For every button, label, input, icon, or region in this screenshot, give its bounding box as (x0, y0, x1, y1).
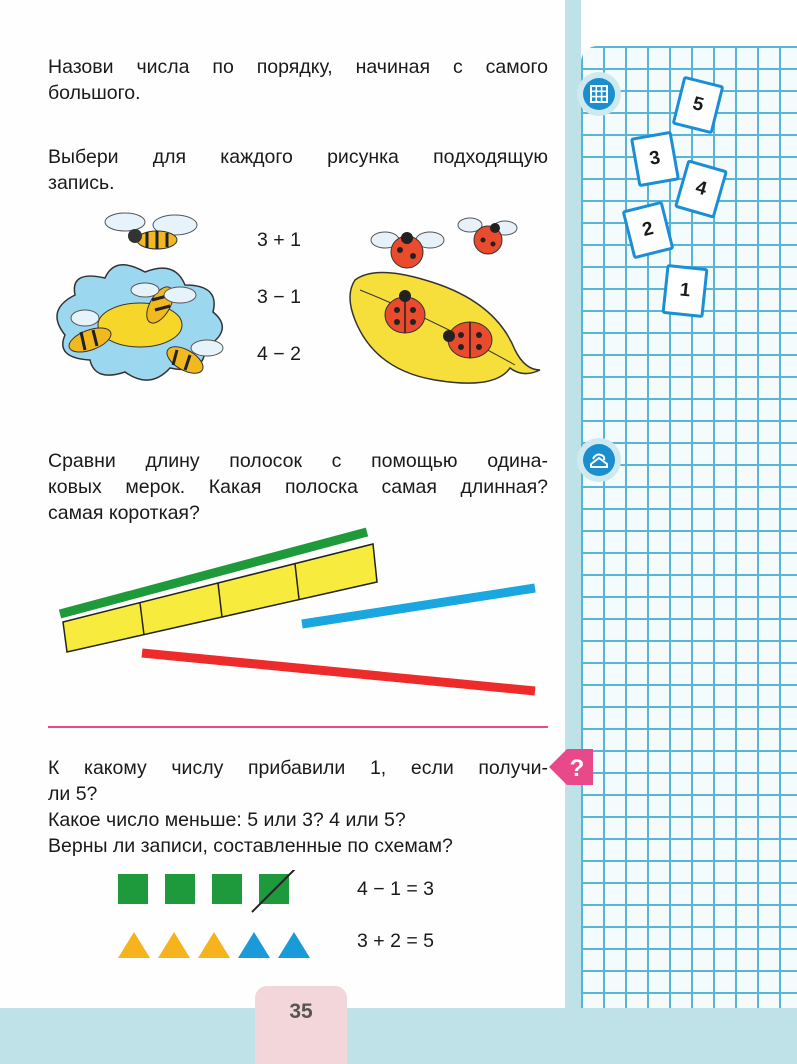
blue-triangle (238, 932, 270, 958)
task-1-line: Назови числа по порядку, начиная с самого (48, 56, 548, 78)
task-4-text (48, 755, 548, 859)
page-number-tab (255, 986, 347, 1064)
task-2-line: запись. (48, 172, 115, 194)
task-3-text (48, 448, 548, 526)
equation: 4 − 1 = 3 (357, 878, 434, 900)
number-card: 4 (674, 159, 728, 219)
flying-ladybug-icon (458, 218, 517, 254)
task-4-line: ли 5? (48, 783, 98, 805)
task-2-text (48, 144, 548, 196)
task-4-line: Какое число меньше: 5 или 3? 4 или 5? (48, 809, 406, 831)
page-gutter (565, 0, 581, 1064)
strips-illustration (50, 520, 550, 705)
task-4-line: К какому числу прибавили 1, если получи- (48, 757, 548, 779)
equation: 3 + 2 = 5 (357, 930, 434, 952)
flying-bee-icon (105, 213, 197, 249)
bees-on-flower-illustration (45, 200, 240, 400)
red-strip (142, 653, 535, 691)
task-1-line: большого. (48, 82, 141, 104)
flying-ladybug-icon (371, 232, 444, 268)
expression: 4 − 2 (257, 343, 301, 365)
page-bottom-band (0, 1008, 797, 1064)
task-2-line: Выбери для каждого рисунка подходящую (48, 146, 548, 168)
blue-strip (302, 588, 535, 624)
green-square (212, 874, 242, 904)
task-3-line: самая короткая? (48, 502, 200, 524)
number-card: 5 (672, 76, 725, 135)
expression: 3 + 1 (257, 229, 301, 251)
page-number: 35 (289, 1000, 313, 1023)
task-3-line: Сравни длину полосок с помощью одина- (48, 450, 548, 472)
green-square (118, 874, 148, 904)
number-card: 3 (630, 131, 680, 188)
leaf-icon (350, 273, 540, 384)
blue-triangle (278, 932, 310, 958)
orange-triangle (198, 932, 230, 958)
number-card: 1 (662, 264, 709, 318)
expression: 3 − 1 (257, 286, 301, 308)
task-1-text (48, 54, 548, 106)
number-card: 2 (622, 201, 675, 260)
green-square (165, 874, 195, 904)
question-mark: ? (569, 755, 585, 782)
task-3-line: ковых мерок. Какая полоска самая длинная? (48, 476, 548, 498)
schemes-illustration (110, 870, 320, 965)
hand-book-icon (577, 438, 621, 482)
orange-triangle (118, 932, 150, 958)
task-4-line: Верны ли записи, составленные по схемам? (48, 835, 453, 857)
grid-book-icon (577, 72, 621, 116)
question-flag-icon (547, 745, 595, 789)
section-divider (48, 726, 548, 728)
orange-triangle (158, 932, 190, 958)
ladybugs-on-leaf-illustration (345, 210, 545, 400)
